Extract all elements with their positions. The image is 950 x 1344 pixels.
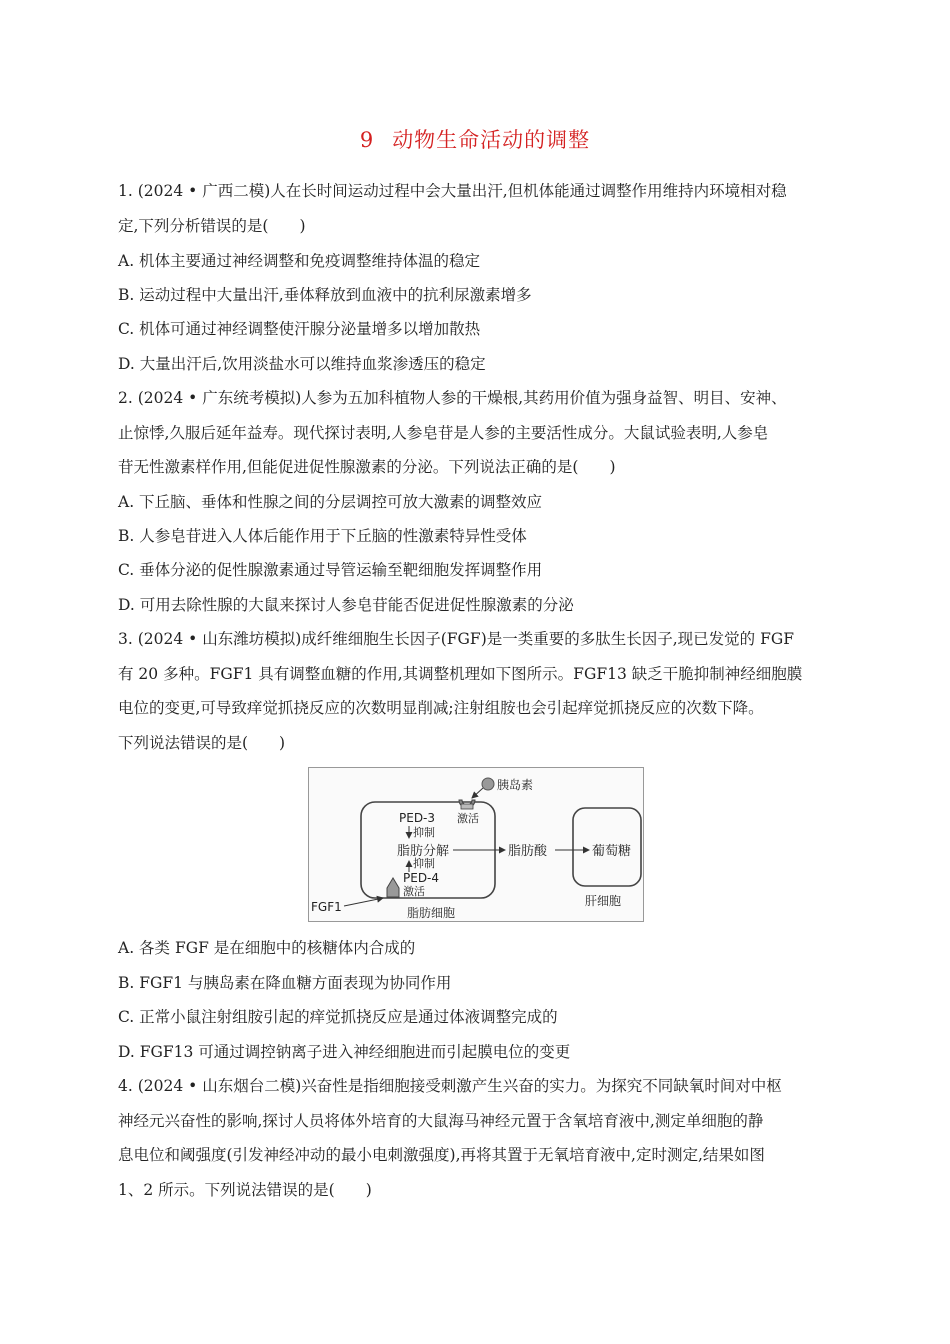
insulin-molecule: [482, 778, 494, 790]
inhibit-2-label: 抑制: [413, 857, 435, 870]
q4-stem-line-2: 神经元兴奋性的影响,探讨人员将体外培育的大鼠海马神经元置于含氧培育液中,测定单细胞的静: [118, 1112, 764, 1130]
q2-option-a: A. 下丘脑、垂体和性腺之间的分层调控可放大激素的调整效应: [118, 493, 543, 511]
q1-option-d: D. 大量出汗后,饮用淡盐水可以维持血浆渗透压的稳定: [118, 355, 486, 373]
q2-stem-line-3: 苷无性激素样作用,但能促进促性腺激素的分泌。下列说法正确的是( ): [118, 458, 616, 476]
q1-option-b: B. 运动过程中大量出汗,垂体释放到血液中的抗利尿激素增多: [118, 286, 532, 304]
fgf1-mechanism-diagram: [308, 767, 644, 922]
q4-stem-line-1: 4. (2024 • 山东烟台二模)兴奋性是指细胞接受刺激产生兴奋的实力。为探究不同缺氧时间对中枢: [118, 1077, 782, 1095]
q3-option-a: A. 各类 FGF 是在细胞中的核糖体内合成的: [118, 939, 416, 957]
q3-option-d: D. FGF13 可通过调控钠离子进入神经细胞进而引起膜电位的变更: [118, 1043, 571, 1061]
activate-bottom-label: 激活: [403, 885, 425, 898]
liver-cell-label: 肝细胞: [585, 894, 622, 908]
q1-option-c: C. 机体可通过神经调整使汗腺分泌量增多以增加散热: [118, 320, 481, 338]
q4-stem-line-3: 息电位和阈强度(引发神经冲动的最小电刺激强度),再将其置于无氧培育液中,定时测定,结果如图: [118, 1146, 765, 1164]
insulin-label: 胰岛素: [497, 778, 534, 792]
fgf1-receptor-icon: [387, 878, 399, 897]
ped3-label: PED-3: [399, 811, 436, 825]
q1-stem-line-2: 定,下列分析错误的是( ): [118, 217, 306, 235]
ped4-label: PED-4: [403, 871, 440, 885]
section-title: 动物生命活动的调整: [392, 128, 591, 152]
q2-stem-line-1: 2. (2024 • 广东统考模拟)人参为五加科植物人参的干燥根,其药用价值为强身益智、明目、安神、: [118, 389, 787, 407]
fat-cell-label: 脂肪细胞: [407, 906, 456, 920]
q1-option-a: A. 机体主要通过神经调整和免疫调整维持体温的稳定: [118, 252, 481, 270]
inhibit-1-label: 抑制: [413, 826, 435, 839]
q2-stem-line-2: 止惊悸,久服后延年益寿。现代探讨表明,人参皂苷是人参的主要活性成分。大鼠试验表明,人参皂: [118, 424, 769, 442]
q2-option-d: D. 可用去除性腺的大鼠来探讨人参皂苷能否促进促性腺激素的分泌: [118, 596, 574, 614]
q2-option-c: C. 垂体分泌的促性腺激素通过导管运输至靶细胞发挥调整作用: [118, 561, 543, 579]
q3-option-c: C. 正常小鼠注射组胺引起的痒觉抓挠反应是通过体液调整完成的: [118, 1008, 558, 1026]
q1-stem-line-1: 1. (2024 • 广西二模)人在长时间运动过程中会大量出汗,但机体能通过调整作用维持内环境相对稳: [118, 182, 787, 200]
fgf1-label: FGF1: [311, 900, 342, 914]
q4-stem-line-4: 1、2 所示。下列说法错误的是( ): [118, 1181, 372, 1199]
activate-top-label: 激活: [457, 812, 479, 825]
fatty-acid-label: 脂肪酸: [508, 844, 548, 859]
lipolysis-label: 脂肪分解: [397, 844, 450, 859]
q3-stem-line-4: 下列说法错误的是( ): [118, 734, 286, 752]
glucose-label: 葡萄糖: [592, 844, 632, 859]
q3-stem-line-3: 电位的变更,可导致痒觉抓挠反应的次数明显削减;注射组胺也会引起痒觉抓挠反应的次数下降。: [118, 699, 764, 717]
q3-stem-line-2: 有 20 多种。FGF1 具有调整血糖的作用,其调整机理如下图所示。FGF13 缺乏干脆抑制神经细胞膜: [118, 665, 803, 683]
q3-option-b: B. FGF1 与胰岛素在降血糖方面表现为协同作用: [118, 974, 452, 992]
page-title: [0, 124, 950, 154]
q3-stem-line-1: 3. (2024 • 山东潍坊模拟)成纤维细胞生长因子(FGF)是一类重要的多肽生长因子,现已发觉的 FGF: [118, 630, 794, 648]
section-number: 9: [359, 128, 375, 152]
q2-option-b: B. 人参皂苷进入人体后能作用于下丘脑的性激素特异性受体: [118, 527, 527, 545]
